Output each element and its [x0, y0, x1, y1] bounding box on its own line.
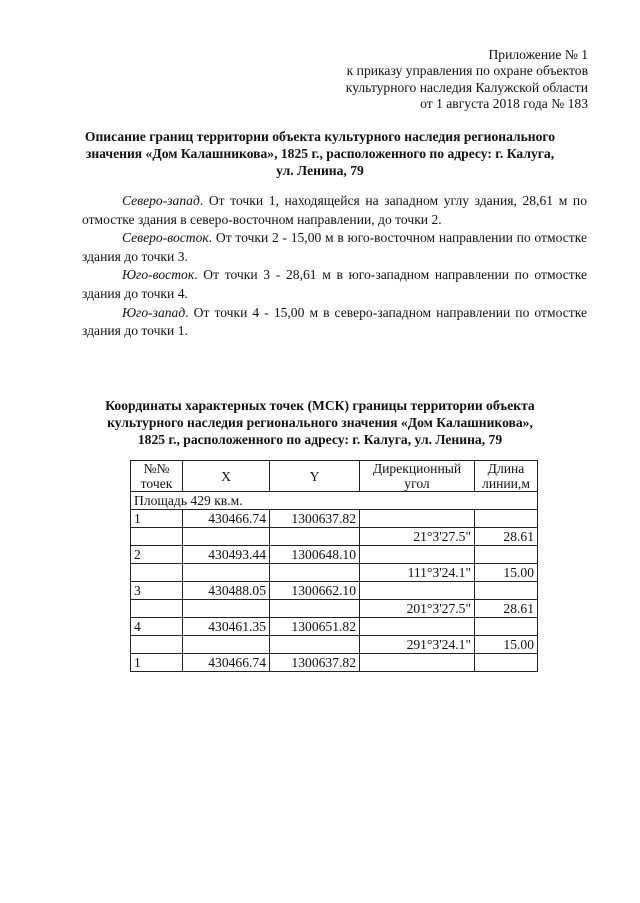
- title-line: значения «Дом Калашникова», 1825 г., расположенного по адресу: г. Калуга,: [85, 146, 555, 161]
- cell-point-number: 4: [131, 618, 183, 636]
- cell-line-length: 28.61: [475, 528, 538, 546]
- cell-line-length: 28.61: [475, 600, 538, 618]
- cell-direction-angle: [360, 510, 475, 528]
- description-text: . От точки 2 - 15,00 м в юго-восточном направлении по отмостке здания до точки 3.: [82, 230, 587, 264]
- appendix-line: от 1 августа 2018 года № 183: [420, 95, 588, 111]
- cell-y: [270, 564, 360, 582]
- cell-direction-angle: [360, 618, 475, 636]
- appendix-header: [346, 47, 588, 112]
- table-row: [131, 510, 538, 528]
- cell-line-length: [475, 546, 538, 564]
- cell-x: [183, 636, 270, 654]
- cell-direction-angle: 201°3'27.5": [360, 600, 475, 618]
- cell-y: 1300637.82: [270, 510, 360, 528]
- table-header-row: [131, 461, 538, 492]
- table-row: [131, 636, 538, 654]
- direction-label: Северо-восток: [122, 230, 209, 246]
- cell-y: 1300651.82: [270, 618, 360, 636]
- table-row: [131, 528, 538, 546]
- header-line-length: [475, 461, 538, 492]
- table-row: [131, 564, 538, 582]
- cell-point-number: 1: [131, 654, 183, 672]
- title-line: Описание границ территории объекта культурного наследия регионального: [84, 129, 556, 144]
- header-text: точек: [140, 476, 173, 491]
- header-text: №№: [143, 461, 170, 476]
- header-direction-angle: [360, 461, 475, 492]
- description-paragraph: [82, 192, 587, 229]
- cell-point-number: [131, 600, 183, 618]
- title-line: ул. Ленина, 79: [276, 163, 364, 178]
- title-line: 1825 г., расположенного по адресу: г. Калуга, ул. Ленина, 79: [137, 432, 503, 447]
- header-x: X: [183, 461, 270, 492]
- cell-line-length: 15.00: [475, 636, 538, 654]
- cell-point-number: 3: [131, 582, 183, 600]
- cell-y: 1300637.82: [270, 654, 360, 672]
- direction-label: Северо-запад: [122, 193, 200, 208]
- boundary-description: [82, 192, 587, 341]
- header-point-number: [131, 461, 183, 492]
- title-line: Координаты характерных точек (МСК) границы территории объекта: [105, 398, 535, 413]
- cell-line-length: [475, 618, 538, 636]
- header-text: Дирекционный: [372, 461, 462, 476]
- cell-x: 430488.05: [183, 582, 270, 600]
- table-row: [131, 618, 538, 636]
- table-row: [131, 600, 538, 618]
- table-row: [131, 654, 538, 672]
- description-text: . От точки 4 - 15,00 м в северо-западном направлении по отмостке здания до точки 1.: [82, 304, 587, 339]
- cell-point-number: [131, 528, 183, 546]
- cell-direction-angle: 111°3'24.1": [360, 564, 475, 582]
- boundary-description-title: [60, 128, 580, 179]
- cell-y: [270, 600, 360, 618]
- cell-line-length: [475, 510, 538, 528]
- description-paragraph: [82, 229, 587, 266]
- description-paragraph: [82, 304, 587, 341]
- cell-direction-angle: [360, 654, 475, 672]
- cell-y: 1300648.10: [270, 546, 360, 564]
- description-text: . От точки 1, находящейся на западном углу здания, 28,61 м по отмостке здания в северо-восточном направлении, до точки 2.: [82, 193, 587, 227]
- title-line: культурного наследия регионального значения «Дом Калашникова»,: [107, 415, 533, 430]
- header-text: угол: [404, 476, 430, 491]
- header-y: Y: [270, 461, 360, 492]
- cell-x: [183, 528, 270, 546]
- cell-x: [183, 564, 270, 582]
- coordinates-title: [60, 397, 580, 448]
- cell-x: 430466.74: [183, 654, 270, 672]
- cell-y: [270, 636, 360, 654]
- coordinates-table: [130, 460, 538, 672]
- cell-line-length: 15.00: [475, 564, 538, 582]
- appendix-line: культурного наследия Калужской области: [345, 79, 588, 95]
- cell-x: 430461.35: [183, 618, 270, 636]
- cell-line-length: [475, 654, 538, 672]
- cell-point-number: 1: [131, 510, 183, 528]
- appendix-line: Приложение № 1: [488, 47, 588, 62]
- direction-label: Юго-восток: [122, 267, 195, 283]
- header-text: линии,м: [482, 476, 530, 491]
- cell-point-number: [131, 636, 183, 654]
- cell-point-number: 2: [131, 546, 183, 564]
- description-paragraph: [82, 266, 587, 303]
- cell-line-length: [475, 582, 538, 600]
- cell-point-number: [131, 564, 183, 582]
- table-row: [131, 546, 538, 564]
- cell-y: [270, 528, 360, 546]
- description-text: . От точки 3 - 28,61 м в юго-западном направлении по отмостке здания до точки 4.: [82, 267, 587, 301]
- cell-direction-angle: [360, 546, 475, 564]
- cell-direction-angle: [360, 582, 475, 600]
- cell-x: [183, 600, 270, 618]
- header-text: Длина: [487, 461, 525, 476]
- area-label: Площадь 429 кв.м.: [131, 492, 538, 510]
- direction-label: Юго-запад: [122, 304, 186, 320]
- cell-direction-angle: 291°3'24.1": [360, 636, 475, 654]
- table-row: [131, 582, 538, 600]
- cell-x: 430493.44: [183, 546, 270, 564]
- appendix-line: к приказу управления по охране объектов: [346, 63, 588, 79]
- cell-x: 430466.74: [183, 510, 270, 528]
- area-row: [131, 492, 538, 510]
- cell-y: 1300662.10: [270, 582, 360, 600]
- cell-direction-angle: 21°3'27.5": [360, 528, 475, 546]
